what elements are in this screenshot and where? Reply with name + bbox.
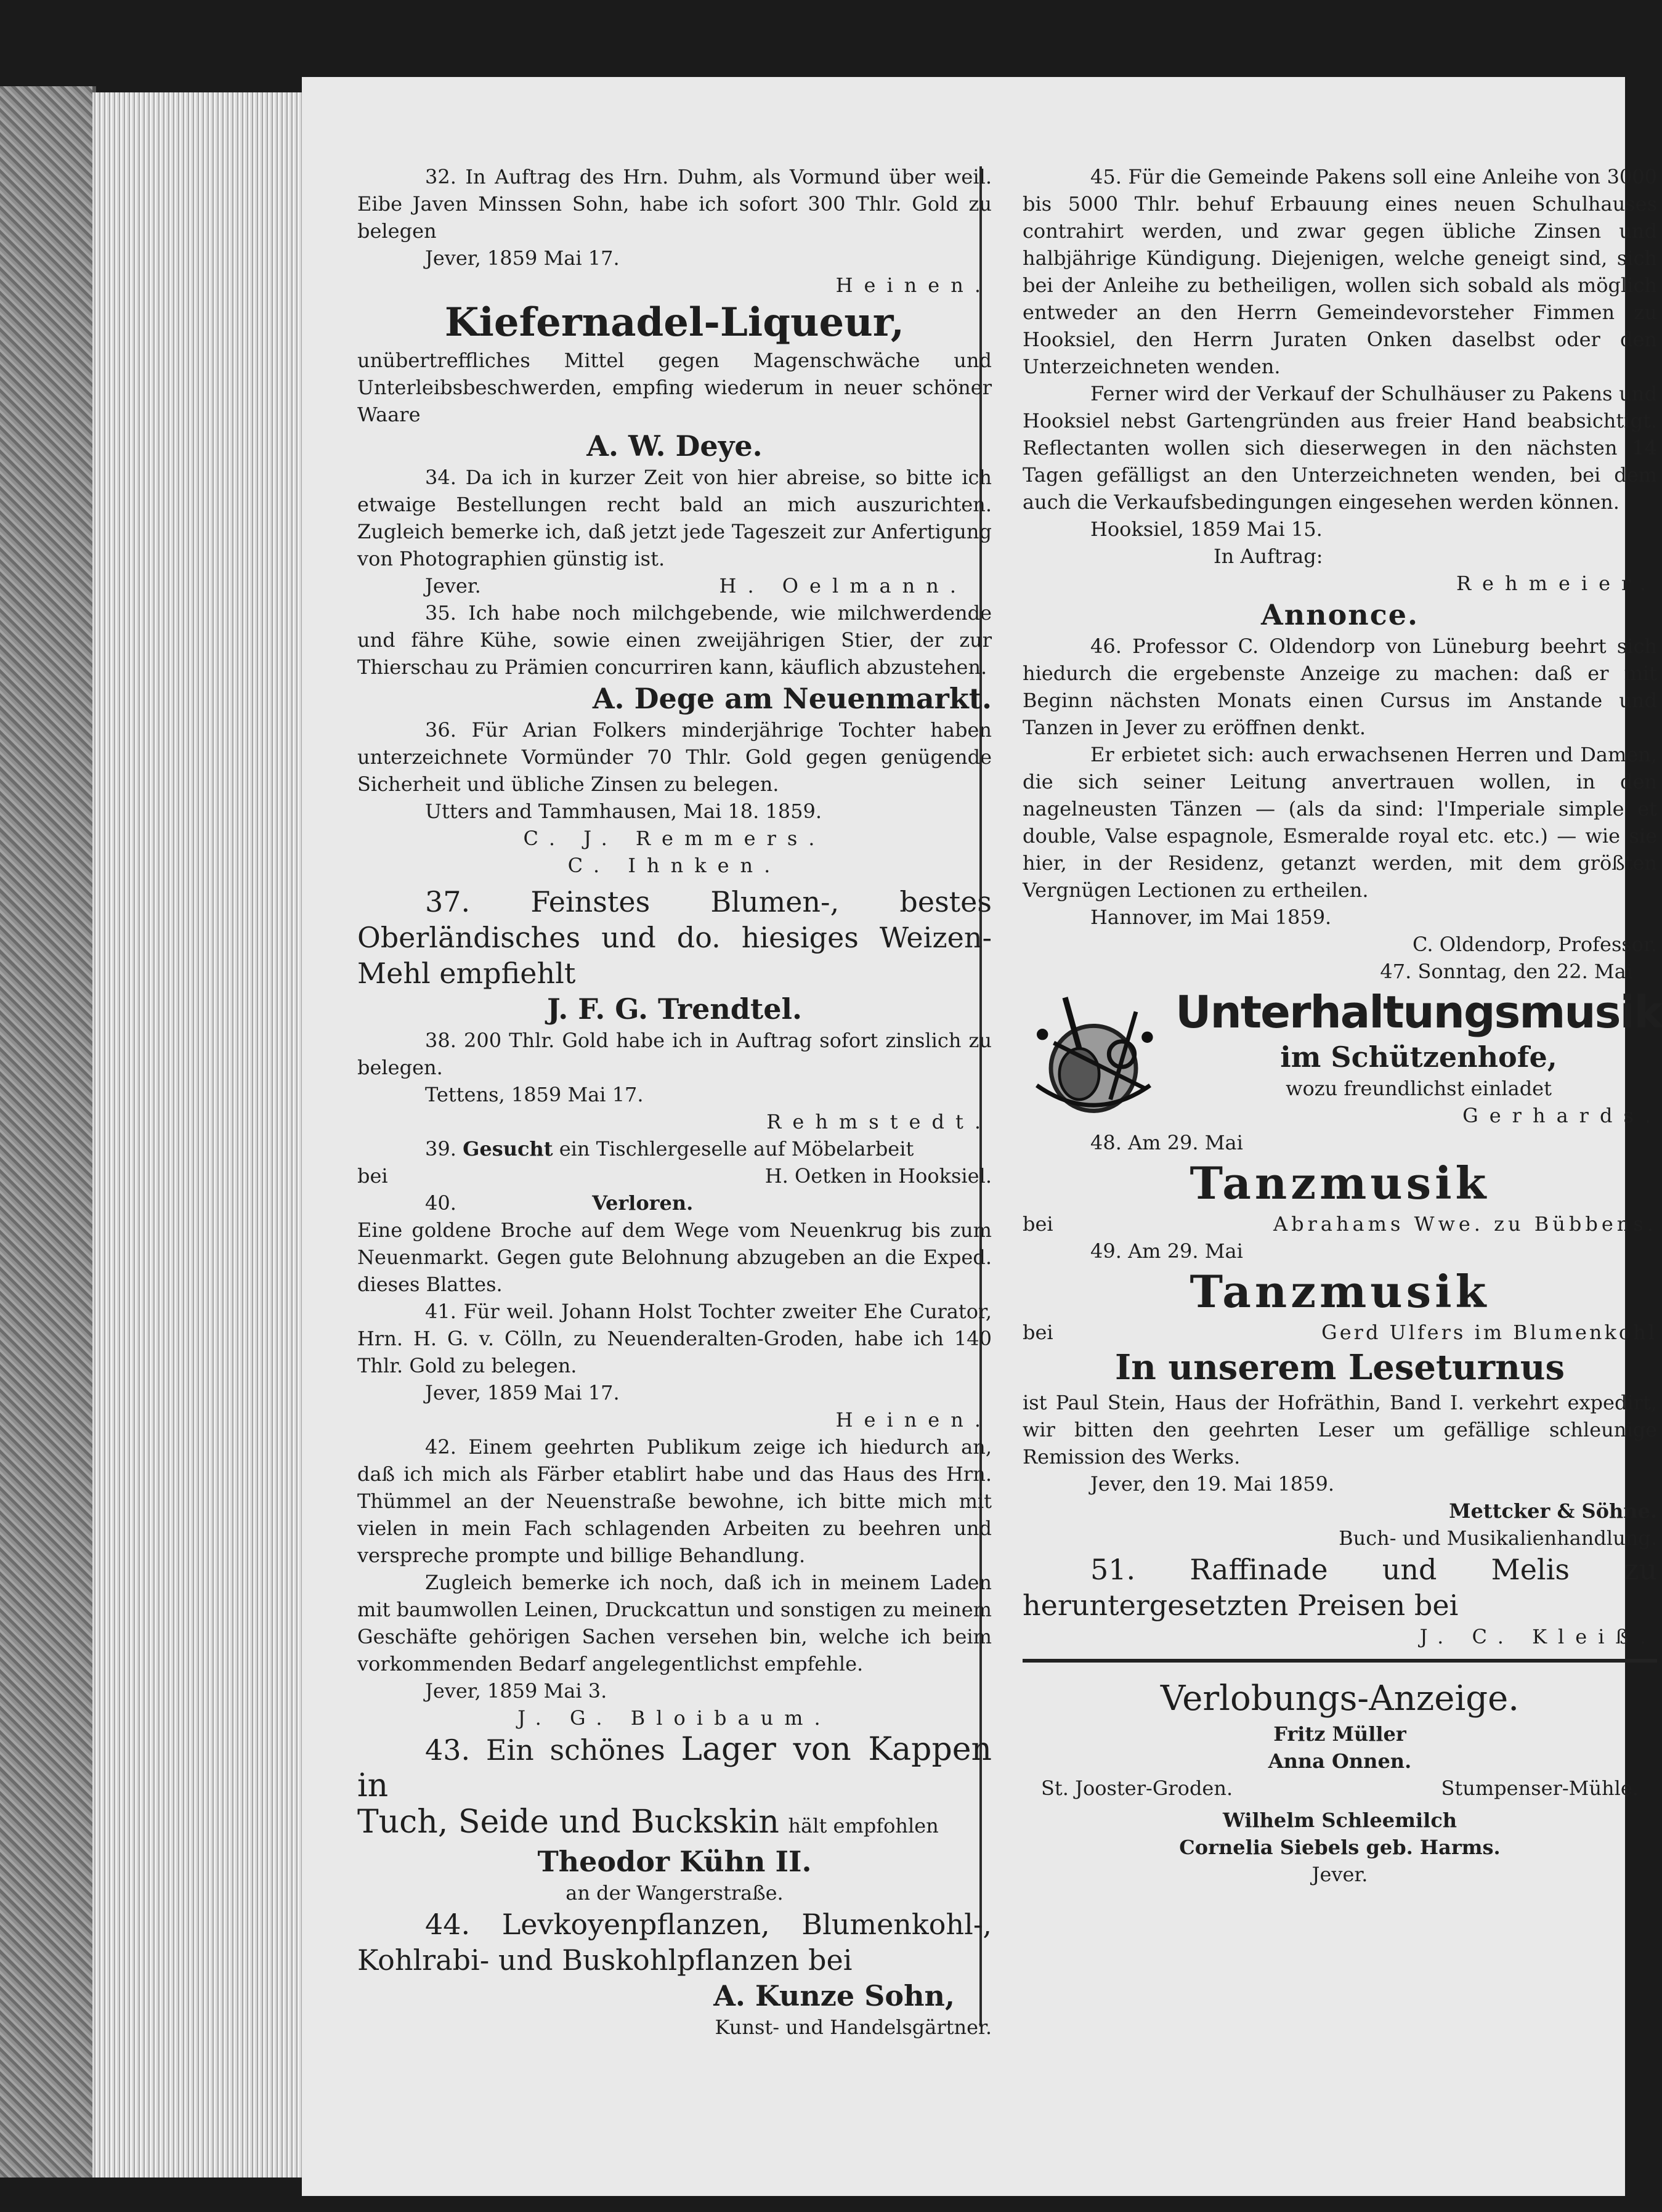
ad-35 [357,599,992,716]
ad-49 [1023,1238,1657,1346]
ad-auftrag: In Auftrag: [1214,545,1323,568]
ad-postfix: hält empfohlen [788,1814,939,1837]
engagement-name: Fritz Müller [1273,1722,1406,1746]
ad-text [357,1135,992,1162]
ad-sub: Buch- und Musikalienhandlung. [1339,1526,1657,1550]
ad-41 [357,1298,992,1433]
ad-42 [357,1433,992,1732]
music-block [1023,985,1662,1129]
music-text [1175,985,1662,1129]
ad-46 [1023,597,1657,958]
ad-text: 42. Einem geehrten Publikum zeige ich hiedurch an, daß ich mich als Färber etablirt habe und das Haus des Hrn. Thümmel an der Neuenstraße bewohne, ich bitte mich mit vielen in mein Fach schlagenden Arbeiten zu beehren und verspreche prompte und billige Behandlung. [357,1435,992,1567]
ad-text: ist Paul Stein, Haus der Hofräthin, Band I. verkehrt expedirt, wir bitten den geehrten Leser um gefällige schleunige Remission des Werks. [1023,1391,1657,1469]
ad-34 [357,464,992,599]
ad-text: Er erbietet sich: auch erwachsenen Herren und Damen, die sich seiner Leitung anvertrauen wollen, in den nagelneusten Tänzen — (als da sind: l'Imperiale simple et double, Valse espagnole, Esmeralde royal etc. etc.) — wie sie hier, in der Residenz, getanzt werden, mit dem größten Vergnügen Lectionen zu ertheilen. [1023,743,1657,902]
ad-text: 32. In Auftrag des Hrn. Duhm, als Vormund über weil. Eibe Javen Minssen Sohn, habe ich sofort 300 Thlr. Gold zu belegen [357,165,992,243]
engagement-place: Stumpenser-Mühle. [1441,1776,1639,1800]
ad-text: 45. Für die Gemeinde Pakens soll eine Anleihe von 3000 bis 5000 Thlr. behuf Erbauung eines neuen Schulhauses contrahirt werden, und zwar gegen übliche Zinsen und halbjährige Kündigung. Diejenigen, welche geneigt sind, sich bei der Anleihe zu betheiligen, wollen sich sobald als möglich entweder an den Herrn Gemeindevorsteher Fimmen zu Hooksiel, den Herrn Juraten Onken daselbst oder den Unterzeichneten wenden. [1023,165,1657,378]
ad-place-date: Utters and Tammhausen, Mai 18. 1859. [425,800,822,823]
ad-keyword: Gesucht [463,1137,553,1161]
ad-48 [1023,1129,1657,1238]
ad-headline: Tanzmusik [1190,1157,1490,1209]
ad-prefix: bei [1023,1212,1053,1236]
ad-text: 46. Professor C. Oldendorp von Lüneburg beehrt sich hiedurch die ergebenste Anzeige zu machen: daß er mit Beginn nächsten Monats einen Cursus im Anstande und Tanzen in Jever zu eröffnen denkt. [1023,634,1657,739]
book-cover-edge [0,86,96,2178]
ad-signature: Heinen. [835,1408,992,1432]
ad-signature: A. Dege am Neuenmarkt. [592,682,992,715]
ad-place-date: Hooksiel, 1859 Mai 15. [1090,517,1323,541]
ad-invite: wozu freundlichst einladet [1286,1077,1552,1100]
ad-signature: C. Oldendorp, Professor. [1413,933,1657,956]
left-column [357,163,992,2041]
ad-prefix: bei [1023,1321,1053,1344]
ad-text: 37. Feinstes Blumen-, bestes Oberländisches und do. hiesiges Weizen-Mehl empfiehlt [357,885,992,990]
ad-39 [357,1135,992,1189]
ad-place-date: Jever, 1859 Mai 17. [425,246,620,270]
ad-big-text: Lager von Kappen in [357,1731,992,1804]
ad-footer [1023,1319,1657,1346]
ad-headline: Verlobungs-Anzeige. [1160,1679,1520,1719]
ad-text: 51. Raffinade und Melis zu heruntergesetzten Preisen bei [1023,1553,1657,1622]
ad-text [357,1804,992,1844]
ad-number: 40. [425,1191,456,1215]
ad-date: 49. Am 29. Mai [1090,1239,1243,1263]
ad-prefix: 43. Ein schönes [425,1733,665,1767]
ad-47 [1023,958,1662,1129]
ad-text: 34. Da ich in kurzer Zeit von hier abreise, so bitte ich etwaige Bestellungen recht bald an mich auszurichten. Zugleich bemerke ich, daß jetzt jede Tageszeit zur Anfertigung von Photographien günstig ist. [357,466,992,570]
ad-50 [1023,1346,1657,1552]
ad-headline: Unterhaltungsmusik [1175,986,1662,1038]
right-column [1023,163,1662,1888]
ad-signature: Rehmstedt. [766,1110,992,1133]
ad-title-line [357,1189,992,1217]
ad-date: 47. Sonntag, den 22. Mai [1380,960,1632,983]
engagement-place: St. Jooster-Groden. [1041,1776,1233,1800]
ad-signature: Theodor Kühn II. [537,1845,812,1878]
ad-33 [357,299,992,464]
ad-place-date: Tettens, 1859 Mai 17. [425,1083,644,1106]
ad-text [357,1732,992,1804]
ad-signature: H. Oelmann. [719,574,967,598]
ad-text: 44. Levkoyenpflanzen, Blumenkohl-, Kohlrabi- und Buskohlpflanzen bei [357,1908,992,1977]
page-stack-edges [92,92,302,2178]
ad-signature: Gerd Ulfers im Blumenkohl [1321,1321,1657,1344]
ad-text: Eine goldene Broche auf dem Wege vom Neuenkrug bis zum Neuenmarkt. Gegen gute Belohnung abzugeben an die Exped. dieses Blattes. [357,1218,992,1296]
ad-signature: A. Kunze Sohn, [713,1979,955,2012]
ad-signature: C. J. Remmers. [523,827,826,850]
ad-date: 48. Am 29. Mai [1090,1131,1243,1154]
ad-sub: Kunst- und Handelsgärtner. [715,2016,992,2039]
ad-signature: Mettcker & Söhne. [1449,1499,1657,1523]
ad-43 [357,1732,992,1906]
ad-big-text: Tuch, Seide und Buckskin [357,1804,779,1841]
ad-headline: Tanzmusik [1190,1265,1490,1318]
ad-signature: H. Oetken in Hooksiel. [764,1164,992,1188]
engagement-places [1023,1775,1657,1802]
music-instruments-ornament-icon [1023,986,1164,1128]
ad-51 [1023,1552,1657,1650]
engagement-name: Wilhelm Schleemilch [1222,1809,1457,1832]
ad-prefix: bei [357,1164,388,1188]
ad-text: 38. 200 Thlr. Gold habe ich in Auftrag sofort zinslich zu belegen. [357,1029,992,1079]
ad-place-date: Jever, 1859 Mai 17. [425,1381,620,1404]
ad-sub: im Schützenhofe, [1280,1040,1557,1074]
ad-footer [357,572,992,599]
engagement-place: Jever. [1311,1863,1368,1886]
engagement-announcement [1023,1677,1657,1888]
ad-text: Ferner wird der Verkauf der Schulhäuser zu Pakens und Hooksiel nebst Gartengründen aus freier Hand beabsichtigt. Reflectanten wollen sich dieserwegen in den nächsten 14 Tagen gefälligst an den Unterzeichneten wenden, bei dem auch die Verkaufsbedingungen eingesehen werden können. [1023,382,1657,514]
ad-45 [1023,163,1657,597]
ad-body: ein Tischlergeselle auf Möbelarbeit [559,1137,914,1161]
ad-signature: A. W. Deye. [586,429,763,463]
ad-text: 35. Ich habe noch milchgebende, wie milchwerdende und fähre Kühe, sowie einen zweijährigen Stier, der zur Thierschau zu Prämien concurriren kann, käuflich abzustehen. [357,601,992,679]
ad-text: 36. Für Arian Folkers minderjährige Tochter haben unterzeichnete Vormünder 70 Thlr. Gold gegen genügende Sicherheit und übliche Zinsen zu belegen. [357,718,992,796]
ad-signature: Abrahams Wwe. zu Bübbens. [1273,1212,1657,1236]
engagement-name: Anna Onnen. [1268,1749,1412,1773]
ad-place-date: Jever, den 19. Mai 1859. [1090,1472,1335,1496]
ad-headline: Annonce. [1261,598,1419,631]
ad-signature: C. Ihnken. [567,854,782,877]
engagement-name: Cornelia Siebels geb. Harms. [1179,1836,1501,1859]
ad-36 [357,716,992,879]
newspaper-page [302,77,1662,2196]
ad-signature: J. C. Kleiß. [1419,1625,1657,1648]
ad-signature: J. F. G. Trendtel. [547,992,802,1026]
ad-signature: J. G. Bloibaum. [517,1706,832,1730]
ad-headline: Verloren. [592,1191,694,1215]
ad-text: 41. Für weil. Johann Holst Tochter zweiter Ehe Curator, Hrn. H. G. v. Cölln, zu Neuenderalten-Groden, habe ich 140 Thlr. Gold zu belegen. [357,1300,992,1377]
ad-headline: In unserem Leseturnus [1114,1347,1565,1388]
ad-38 [357,1027,992,1135]
ad-37 [357,884,992,1027]
ad-footer [1023,1210,1657,1238]
ad-number: 39. [425,1137,456,1161]
section-rule [1023,1659,1657,1663]
ad-text: Zugleich bemerke ich noch, daß ich in meinem Laden mit baumwollen Leinen, Druckcattun und sonstigen zu meinem Geschäfte gehörigen Sachen versehen bin, welche ich beim vorkommenden Bedarf angelegentlichst empfehle. [357,1571,992,1675]
ad-signature: Gerhards. [1462,1104,1662,1127]
ad-headline: Kiefernadel-Liqueur, [444,299,905,346]
ad-40 [357,1189,992,1298]
ad-signature: Heinen. [835,273,992,297]
ad-place-date: Jever, 1859 Mai 3. [425,1679,607,1703]
ad-footer [357,1162,992,1189]
ad-signature: Rehmeier. [1456,572,1657,595]
ad-44 [357,1906,992,2041]
ad-text: unübertreffliches Mittel gegen Magenschwäche und Unterleibsbeschwerden, empfing wiederum in neuer schöner Waare [357,349,992,426]
ad-place-date: Hannover, im Mai 1859. [1090,905,1332,929]
ad-sub: an der Wangerstraße. [565,1881,784,1905]
ad-place: Jever. [425,574,481,598]
ad-32 [357,163,992,299]
